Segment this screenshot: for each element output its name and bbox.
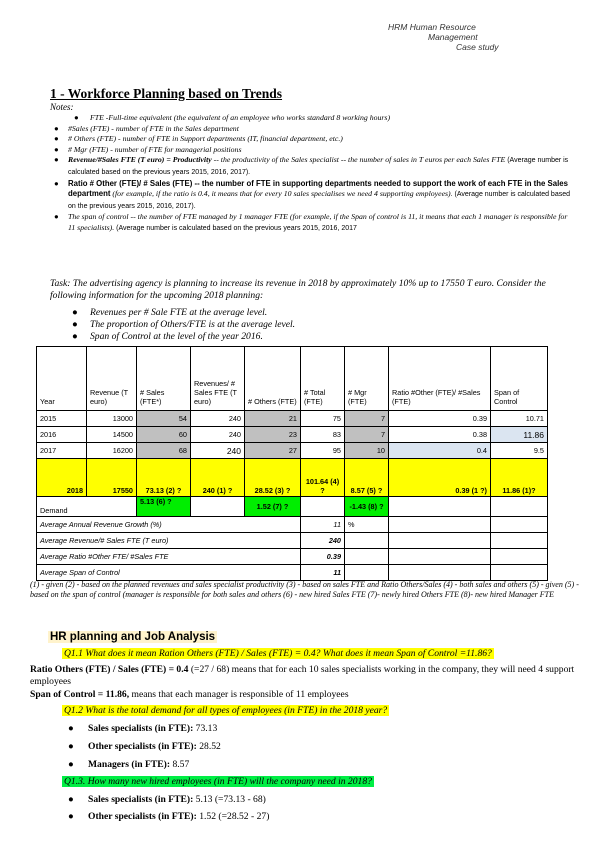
answer-ratio-bold: Ratio Others (FTE) / Sales (FTE) = 0.4 [30, 664, 189, 675]
table-spacer [548, 347, 600, 411]
average-value: 240 [301, 533, 345, 549]
forecast-cell: 8.57 (5) ? [345, 459, 389, 497]
table-header: Revenues/ # Sales FTE (T euro) [191, 347, 245, 411]
table-cell [491, 533, 548, 549]
table-cell: 83 [301, 427, 345, 443]
average-unit: % [345, 517, 389, 533]
table-cell [491, 497, 548, 517]
note-item [50, 155, 570, 178]
table-cell [491, 517, 548, 533]
forecast-cell: 73.13 (2) ? [137, 459, 191, 497]
bullet-icon: ● [68, 741, 74, 752]
table-row [37, 411, 600, 427]
table-cell: 240 [191, 411, 245, 427]
average-label: Average Ratio #Other FTE/ #Sales FTE [37, 549, 301, 565]
note-text: The span of control -- the number of FTE managed by 1 manager FTE (for example, if the Span of control is 11, it means that each 1 manager is responsible for 11 specialists). [68, 212, 568, 232]
task-bullet [50, 331, 550, 343]
table-cell: 0.39 [389, 411, 491, 427]
answer-label: Sales specialists (in FTE): [88, 723, 194, 734]
demand-row [37, 497, 600, 517]
list-item [68, 723, 217, 734]
note-item [50, 179, 570, 213]
note-text: #Sales (FTE) - number of FTE in the Sales department [68, 123, 239, 133]
table-cell: 2015 [37, 411, 87, 427]
table-cell: 54 [137, 411, 191, 427]
bullet-icon: ● [74, 113, 79, 122]
note-bold: Ratio # Other (FTE)/ # Sales (FTE) -- the number of FTE in supporting departments needed to support the work of each FTE in the Sales department [68, 178, 568, 199]
table-header: Ratio #Other (FTE)/ #Sales (FTE) [389, 347, 491, 411]
note-text: # Others (FTE) - number of FTE in Support departments (IT, financial department, etc.) [68, 134, 343, 144]
note-text: FTE -Full-time equivalent (the equivalent of an employee who works standard 8 working hours) [90, 113, 391, 122]
header-line-2: Management [428, 32, 478, 42]
bullet-icon: ● [68, 723, 74, 734]
table-row [37, 427, 600, 443]
note-item [50, 212, 570, 234]
table-cell [491, 549, 548, 565]
task-bullet [50, 319, 550, 331]
table-spacer [548, 443, 600, 459]
forecast-cell: 240 (1) ? [191, 459, 245, 497]
average-row [37, 517, 600, 533]
answer-label: Other specialists (in FTE): [88, 811, 197, 822]
table-cell [389, 517, 491, 533]
question-1-2: Q1.2 What is the total demand for all types of employees (in FTE) in the 2018 year? [64, 705, 388, 716]
bullet-icon: ● [72, 331, 78, 342]
note-item [50, 124, 570, 135]
demand-label: Demand [37, 497, 137, 517]
task-bullet-text: Span of Control at the level of the year 2016. [90, 331, 263, 342]
average-unit [345, 565, 389, 581]
average-unit [345, 549, 389, 565]
average-row [37, 533, 600, 549]
table-spacer [548, 549, 600, 565]
answer-ratio-text: (=27 / 68) means that for each 10 sales specialists working in the company, they will need 4 support employees [30, 664, 575, 687]
table-spacer [548, 497, 600, 517]
table-cell: 10 [345, 443, 389, 459]
table-cell: 68 [137, 443, 191, 459]
bullet-icon: ● [72, 307, 78, 318]
bullet-icon: ● [68, 794, 74, 805]
answer-value: 28.52 [196, 741, 221, 752]
table-cell [389, 549, 491, 565]
table-cell [389, 565, 491, 581]
note-item [50, 134, 570, 145]
header-line-3: Case study [456, 42, 499, 52]
table-spacer [548, 459, 600, 497]
bullet-icon: ● [68, 811, 74, 822]
section-title: 1 - Workforce Planning based on Trends [50, 86, 283, 101]
table-footnote: (1) - given (2) - based on the planned revenues and sales specialist productivity (3) - based on sales FTE and Ratio Others/Sales (4) - both sales and others (5) - given (5) - based on the span of control (manager is responsible for both sales and others (6) - new hired Sales FTE (7)- newly hired Others FTE (8)- new hired Manager FTE [30, 580, 579, 600]
average-unit [345, 533, 389, 549]
bullet-icon: ● [54, 144, 59, 154]
forecast-row [37, 459, 600, 497]
task-bullets [50, 307, 550, 343]
average-row [37, 549, 600, 565]
notes-list [50, 113, 570, 235]
answer-value: 73.13 [193, 723, 218, 734]
answer-span [30, 689, 585, 701]
table-cell: 27 [245, 443, 301, 459]
list-item [68, 811, 269, 822]
forecast-cell: 11.86 (1)? [491, 459, 548, 497]
task-bullet-text: Revenues per # Sale FTE at the average level. [90, 307, 268, 318]
bullet-icon: ● [54, 178, 59, 188]
table-cell: 9.5 [491, 443, 548, 459]
bullet-icon: ● [68, 759, 74, 770]
forecast-cell: 0.39 (1 ?) [389, 459, 491, 497]
table-header: # Mgr (FTE) [345, 347, 389, 411]
table-cell [301, 497, 345, 517]
table-row [37, 443, 600, 459]
table-cell [389, 497, 491, 517]
workforce-table [36, 346, 600, 581]
bullet-icon: ● [54, 134, 59, 144]
table-cell: 11.86 [491, 427, 548, 443]
list-item [68, 794, 266, 805]
table-cell: 240 [191, 427, 245, 443]
table-cell: 240 [191, 443, 245, 459]
note-text: (for example, if the ratio is 0.4, it means that for every 10 sales specialises we need 4 supporting employees) [110, 189, 451, 199]
table-header-row [37, 347, 600, 411]
table-spacer [548, 427, 600, 443]
average-value: 0.39 [301, 549, 345, 565]
note-small: . (Average number is calculated based on the previous years 2015, 2016, 2017). [68, 191, 570, 210]
note-text: -- the productivity of the Sales specialist -- the number of sales in T euros per each Sales FTE [211, 155, 506, 165]
table-header: # Others (FTE) [245, 347, 301, 411]
average-row [37, 565, 600, 581]
note-item [50, 145, 570, 156]
answer-value: 1.52 (=28.52 - 27) [196, 811, 270, 822]
task-bullet-text: The proportion of Others/FTE is at the average level. [90, 319, 296, 330]
table-cell: 13000 [87, 411, 137, 427]
forecast-cell: 101.64 (4) ? [301, 459, 345, 497]
table-header: # Total (FTE) [301, 347, 345, 411]
question-1-1: Q1.1 What does it mean Ration Others (FTE) / Sales (FTE) = 0.4? What does it mean Span of Control =11.86? [64, 648, 492, 659]
table-cell: 21 [245, 411, 301, 427]
header-line-1: HRM Human Resource [388, 22, 476, 32]
average-label: Average Span of Control [37, 565, 301, 581]
table-spacer [548, 533, 600, 549]
bullet-icon: ● [72, 319, 78, 330]
section2-title: HR planning and Job Analysis [50, 631, 216, 643]
table-cell: 2017 [37, 443, 87, 459]
answer-label: Other specialists (in FTE): [88, 741, 197, 752]
table-cell [389, 533, 491, 549]
task-text: Task: The advertising agency is planning to increase its revenue in 2018 by approximately 10% up to 17550 T euro. Consider the following information for the upcoming 2018 planning: [50, 278, 546, 301]
table-cell [491, 565, 548, 581]
table-cell: 2016 [37, 427, 87, 443]
table-header: # Sales (FTE*) [137, 347, 191, 411]
table-header: Span of Control [491, 347, 548, 411]
document-header [388, 22, 538, 52]
average-value: 11 [301, 517, 345, 533]
note-text: # Mgr (FTE) - number of FTE for managerial positions [68, 144, 242, 154]
answer-label: Sales specialists (in FTE): [88, 794, 194, 805]
question-1-3: Q1.3. How many new hired employees (in FTE) will the company need in 2018? [64, 776, 372, 787]
table-header: Revenue (T euro) [87, 347, 137, 411]
table-spacer [548, 565, 600, 581]
average-value: 11 [301, 565, 345, 581]
forecast-cell: 2018 [37, 459, 87, 497]
answer-value: 5.13 (=73.13 - 68) [193, 794, 266, 805]
table-cell: 95 [301, 443, 345, 459]
forecast-cell: 28.52 (3) ? [245, 459, 301, 497]
note-small: (Average number is calculated based on the previous years 2015, 2016, 2017 [114, 224, 357, 232]
answer-label: Managers (in FTE): [88, 759, 171, 770]
table-cell [191, 497, 245, 517]
answer-span-text: means that each manager is responsible of 11 employees [129, 689, 349, 700]
answer-ratio [30, 664, 585, 688]
list-item [68, 741, 221, 752]
table-cell: 0.4 [389, 443, 491, 459]
table-header: Year [37, 347, 87, 411]
bullet-icon: ● [54, 155, 59, 165]
bullet-icon: ● [54, 123, 59, 133]
notes-label: Notes: [50, 102, 74, 112]
table-cell: 10.71 [491, 411, 548, 427]
demand-sales: 5.13 (6) ? [137, 497, 191, 517]
average-label: Average Revenue/# Sales FTE (T euro) [37, 533, 301, 549]
table-cell: 60 [137, 427, 191, 443]
answer-value: 8.57 [170, 759, 190, 770]
note-item [50, 113, 570, 124]
table-cell: 23 [245, 427, 301, 443]
average-label: Average Annual Revenue Growth (%) [37, 517, 301, 533]
table-cell: 7 [345, 411, 389, 427]
table-spacer [548, 411, 600, 427]
bullet-icon: ● [54, 212, 59, 222]
table-cell: 16200 [87, 443, 137, 459]
forecast-cell: 17550 [87, 459, 137, 497]
demand-others: 1.52 (7) ? [245, 497, 301, 517]
table-cell: 0.38 [389, 427, 491, 443]
list-item [68, 759, 189, 770]
table-cell: 14500 [87, 427, 137, 443]
note-bold: Revenue/#Sales FTE (T euro) = Productivity [68, 155, 212, 165]
task-bullet [50, 307, 550, 319]
table-cell: 7 [345, 427, 389, 443]
demand-managers: -1.43 (8) ? [345, 497, 389, 517]
note-small: (Average number is calculated based on the previous years 2015, 2016, 2017). [68, 157, 569, 176]
answer-span-bold: Span of Control = 11.86, [30, 689, 130, 700]
table-spacer [548, 517, 600, 533]
table-cell: 75 [301, 411, 345, 427]
